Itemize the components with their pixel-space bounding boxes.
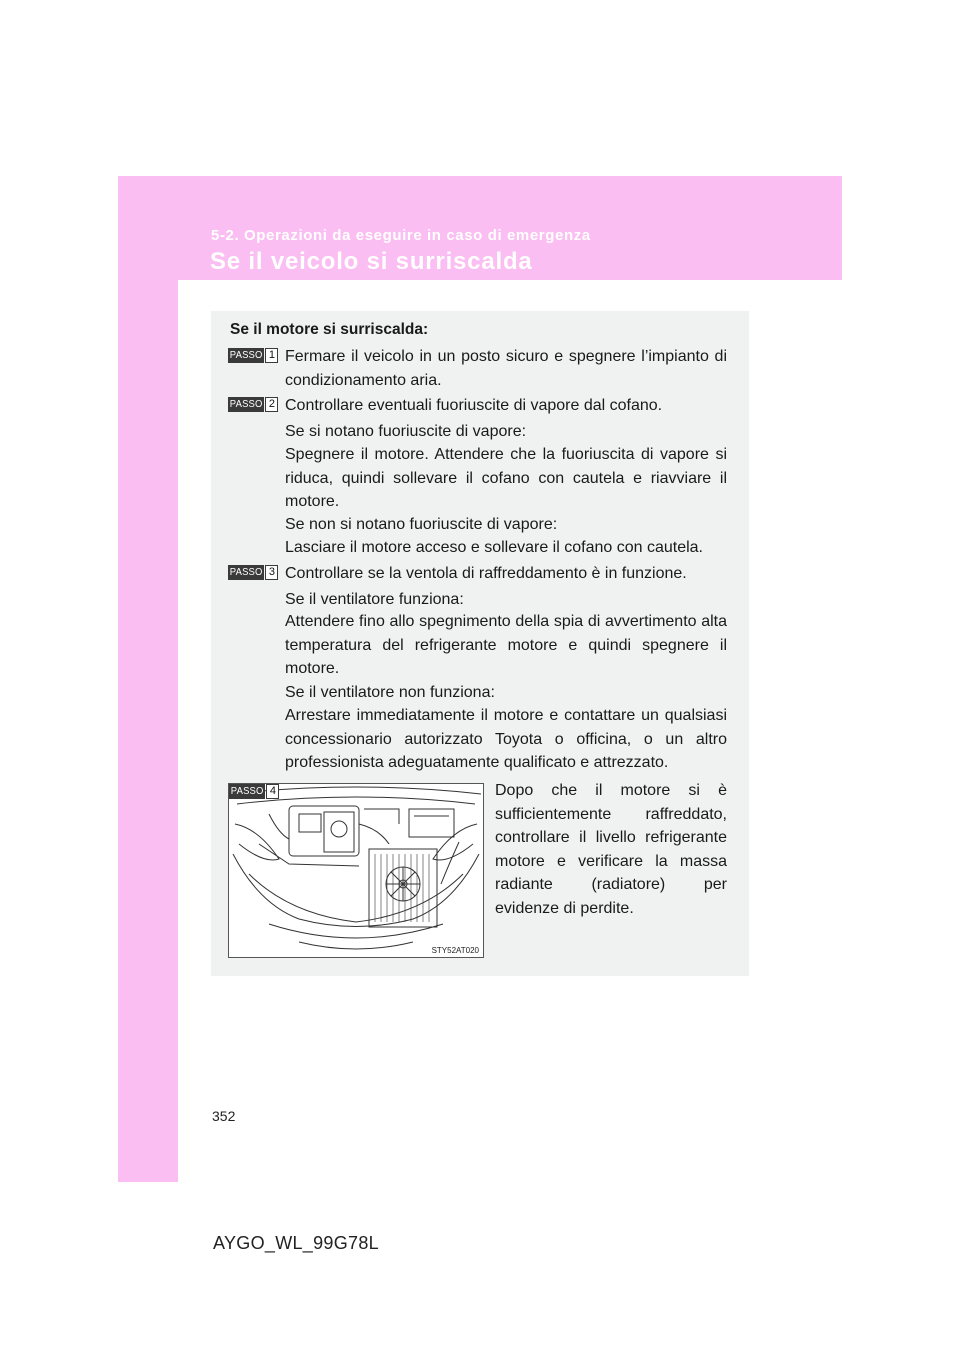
document-code: AYGO_WL_99G78L xyxy=(213,1233,379,1253)
step-number: 4 xyxy=(266,784,279,799)
step-2-case-1-action: Spegnere il motore. Attendere che la fuoriuscita di vapore si riduca, quindi sollevare il cofano con cautela e riavviare il motore. xyxy=(285,446,727,510)
step-3-case-1-condition: Se il ventilatore funziona: xyxy=(285,591,464,608)
step-3-case-2-condition: Se il ventilatore non funziona: xyxy=(285,684,495,701)
step-1-text: Fermare il veicolo in un posto sicuro e spegnere l’impianto di condizionamento aria. xyxy=(285,348,727,389)
section-label: 5-2. Operazioni da eseguire in caso di emergenza xyxy=(211,227,591,244)
step-3-case-2-action: Arrestare immediatamente il motore e contattare un qualsiasi concessionario autorizzato Toyota o officina, o un altro professionista adeguatamente qualificato e attrezzato. xyxy=(285,707,727,771)
step-3-text: Controllare se la ventola di raffreddamento è in funzione. xyxy=(285,565,687,582)
figure-code: STY52AT020 xyxy=(431,946,479,955)
step-4-text: Dopo che il motore si è sufficientemente raffreddato, controllare il livello refrigerante motore e verificare la massa radiante (radiatore) per evidenze di perdite. xyxy=(495,782,727,917)
step-3-case-1-action: Attendere fino allo spegnimento della spia di avvertimento alta temperatura del refrigerante motore e quindi spegnere il motore. xyxy=(285,613,727,677)
step-2-case-1-condition: Se si notano fuoriuscite di vapore: xyxy=(285,423,527,440)
step-badge-1 xyxy=(228,348,278,363)
step-number: 3 xyxy=(265,565,278,580)
box-heading: Se il motore si surriscalda: xyxy=(230,321,429,338)
step-number: 1 xyxy=(265,348,278,363)
step-2-case-2-condition: Se non si notano fuoriuscite di vapore: xyxy=(285,516,558,533)
side-color-band xyxy=(118,176,178,1182)
step-label: PASSO xyxy=(229,349,263,361)
engine-bay-illustration xyxy=(229,784,483,957)
step-badge-2 xyxy=(228,397,278,412)
step-label: PASSO xyxy=(230,785,264,797)
step-2-case-2-action: Lasciare il motore acceso e sollevare il cofano con cautela. xyxy=(285,539,703,556)
page-number: 352 xyxy=(212,1108,236,1124)
step-label: PASSO xyxy=(229,566,263,578)
step-number: 2 xyxy=(265,397,278,412)
page-title: Se il veicolo si surriscalda xyxy=(210,248,533,275)
engine-bay-figure xyxy=(228,783,484,958)
step-label: PASSO xyxy=(229,398,263,410)
step-badge-4 xyxy=(229,784,279,799)
step-badge-3 xyxy=(228,565,278,580)
step-2-text: Controllare eventuali fuoriuscite di vapore dal cofano. xyxy=(285,397,663,414)
